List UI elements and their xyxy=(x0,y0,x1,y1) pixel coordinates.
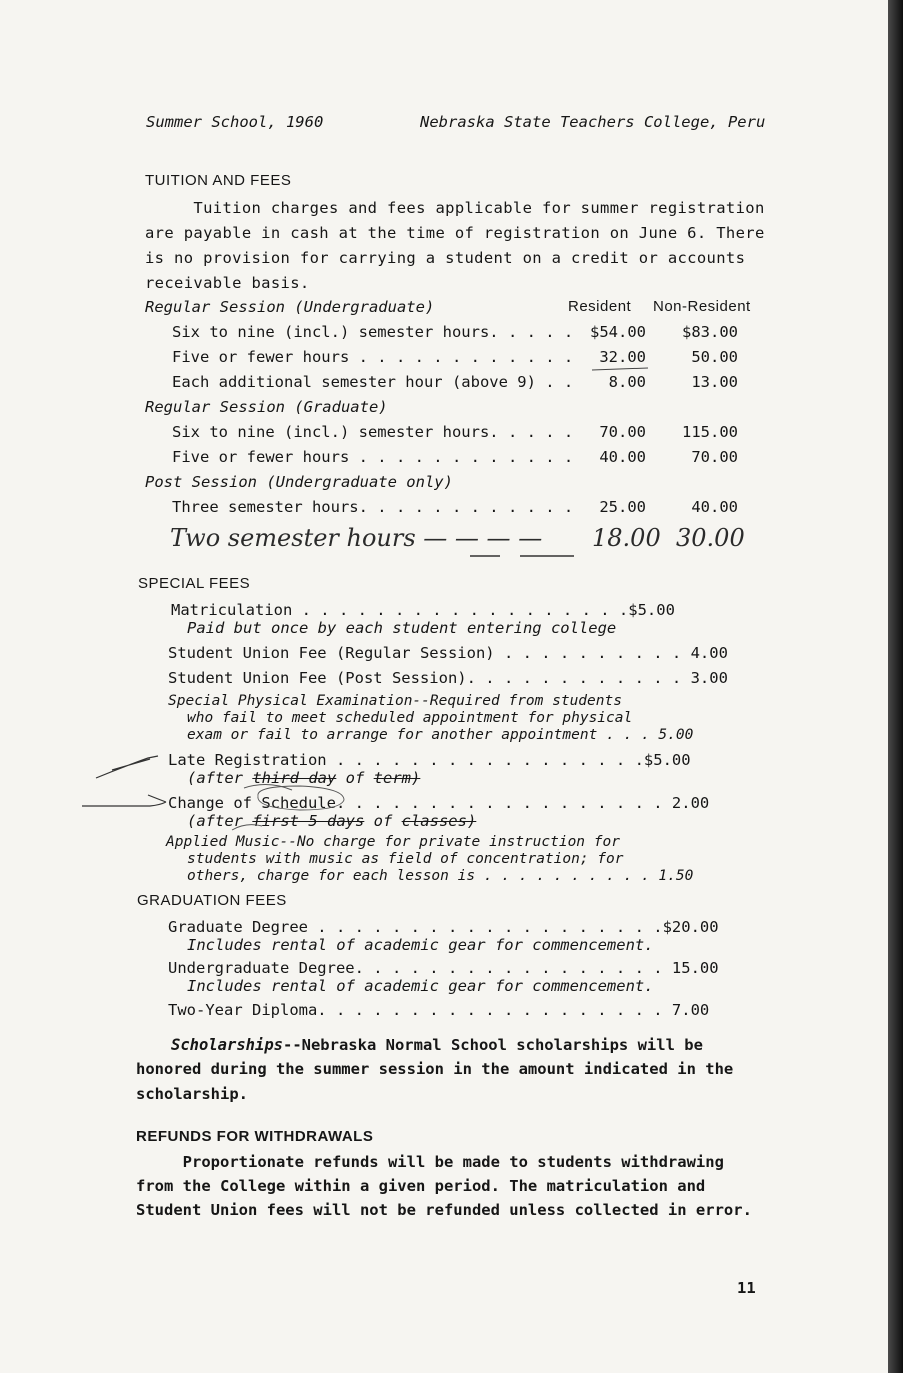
fee-row-nonresident: 40.00 xyxy=(691,498,738,516)
fee-row-resident: 32.00 xyxy=(599,348,646,366)
section-title-post-session: Post Session (Undergraduate only) xyxy=(145,473,453,491)
fee-applied-music-line-1: Applied Music--No charge for private instruction for xyxy=(166,834,620,850)
page-number: 11 xyxy=(737,1279,756,1297)
oval-mark xyxy=(258,786,344,810)
column-header-resident: Resident xyxy=(568,298,632,315)
note-text: of xyxy=(336,769,374,787)
fee-physical-line-3: exam or fail to arrange for another appointment . . . 5.00 xyxy=(187,727,694,743)
column-header-nonresident: Non-Resident xyxy=(653,298,751,315)
fee-physical-line-2: who fail to meet scheduled appointment for physical xyxy=(187,710,633,726)
fee-union-post: Student Union Fee (Post Session). . . . . . . . . . . . 3.00 xyxy=(168,669,728,687)
scholarships-lead: Scholarships xyxy=(171,1036,283,1054)
fee-matriculation-note: Paid but once by each student entering college xyxy=(187,619,617,637)
struck-text: third day xyxy=(252,769,337,787)
scholarships-line-2: honored during the summer session in the amount indicated in the xyxy=(136,1060,734,1078)
fee-applied-music-line-2: students with music as field of concentration; for xyxy=(187,851,624,867)
fee-union-regular: Student Union Fee (Regular Session) . . . . . . . . . . 4.00 xyxy=(168,644,728,662)
section-title-graduate: Regular Session (Graduate) xyxy=(145,398,388,416)
fee-row-nonresident: 13.00 xyxy=(691,373,738,391)
fee-row-label: Six to nine (incl.) semester hours. . . . . xyxy=(172,323,574,341)
struck-text: classes) xyxy=(401,812,477,830)
tuition-para-line-3: is no provision for carrying a student on a credit or accounts xyxy=(145,249,746,267)
tuition-para-line-1: Tuition charges and fees applicable for summer registration xyxy=(145,199,765,217)
fee-graduate-degree: Graduate Degree . . . . . . . . . . . . . . . . . . .$20.00 xyxy=(168,918,719,936)
fee-row-resident: $54.00 xyxy=(590,323,646,341)
tuition-para-line-4: receivable basis. xyxy=(145,274,310,292)
fee-change-of-schedule: Change of Schedule. . . . . . . . . . . . . . . . . . 2.00 xyxy=(168,794,710,812)
scholarships-text: --Nebraska Normal School scholarships will be xyxy=(282,1036,703,1054)
fee-row-resident: 25.00 xyxy=(599,498,646,516)
fee-graduate-degree-note: Includes rental of academic gear for commencement. xyxy=(187,936,654,954)
fee-row-nonresident: 115.00 xyxy=(682,423,738,441)
header-right: Nebraska State Teachers College, Peru xyxy=(420,113,766,131)
note-text: (after xyxy=(187,769,253,787)
fee-late-registration: Late Registration . . . . . . . . . . . . . . . . .$5.00 xyxy=(168,751,691,769)
handwritten-annotation-resident: 18.00 xyxy=(592,524,661,552)
fee-physical-line-1: Special Physical Examination--Required from students xyxy=(168,693,622,709)
fee-row-label: Six to nine (incl.) semester hours. . . . . xyxy=(172,423,574,441)
header-left: Summer School, 1960 xyxy=(146,113,324,131)
tuition-heading: TUITION AND FEES xyxy=(145,172,292,189)
fee-undergraduate-degree: Undergraduate Degree. . . . . . . . . . . . . . . . . 15.00 xyxy=(168,959,719,977)
fee-row-label: Five or fewer hours . . . . . . . . . . . . xyxy=(172,448,574,466)
handwritten-annotation-nonresident: 30.00 xyxy=(676,524,745,552)
fee-row-label: Three semester hours. . . . . . . . . . . . xyxy=(172,498,574,516)
tuition-para-line-2: are payable in cash at the time of registration on June 6. There xyxy=(145,224,765,242)
refunds-para-line-2: from the College within a given period. The matriculation and xyxy=(136,1177,706,1195)
underline-mark xyxy=(592,368,648,370)
fee-row-resident: 40.00 xyxy=(599,448,646,466)
fee-row-nonresident: $83.00 xyxy=(682,323,738,341)
struck-text: term) xyxy=(373,769,421,787)
fee-row-label: Five or fewer hours . . . . . . . . . . . . xyxy=(172,348,574,366)
special-fees-heading: SPECIAL FEES xyxy=(138,575,251,592)
note-text: (after xyxy=(187,812,253,830)
graduation-fees-heading: GRADUATION FEES xyxy=(137,892,287,909)
refunds-heading: REFUNDS FOR WITHDRAWALS xyxy=(136,1128,374,1145)
refunds-para-line-1: Proportionate refunds will be made to students withdrawing xyxy=(136,1153,724,1171)
fee-row-nonresident: 70.00 xyxy=(691,448,738,466)
section-title-undergraduate: Regular Session (Undergraduate) xyxy=(145,298,435,316)
fee-row-resident: 70.00 xyxy=(599,423,646,441)
handwritten-annotation-label: Two semester hours — — — — xyxy=(170,524,543,552)
scribble-mark xyxy=(232,784,292,830)
note-text: of xyxy=(364,812,402,830)
fee-undergraduate-degree-note: Includes rental of academic gear for commencement. xyxy=(187,977,654,995)
fee-row-resident: 8.00 xyxy=(608,373,646,391)
fee-two-year-diploma: Two-Year Diploma. . . . . . . . . . . . . . . . . . . 7.00 xyxy=(168,1001,710,1019)
fee-row-label: Each additional semester hour (above 9) . . xyxy=(172,373,574,391)
fee-matriculation: Matriculation . . . . . . . . . . . . . . . . . .$5.00 xyxy=(171,601,675,619)
fee-row-nonresident: 50.00 xyxy=(691,348,738,366)
scholarships-line-3: scholarship. xyxy=(136,1085,248,1103)
arrow-mark-change-of-schedule xyxy=(82,795,166,806)
refunds-para-line-3: Student Union fees will not be refunded unless collected in error. xyxy=(136,1201,752,1219)
arrow-mark-late-registration xyxy=(96,756,158,778)
struck-text: first 5 days xyxy=(252,812,365,830)
fee-applied-music-line-3: others, charge for each lesson is . . . . . . . . . . 1.50 xyxy=(187,868,694,884)
page-edge-shadow xyxy=(888,0,903,1373)
